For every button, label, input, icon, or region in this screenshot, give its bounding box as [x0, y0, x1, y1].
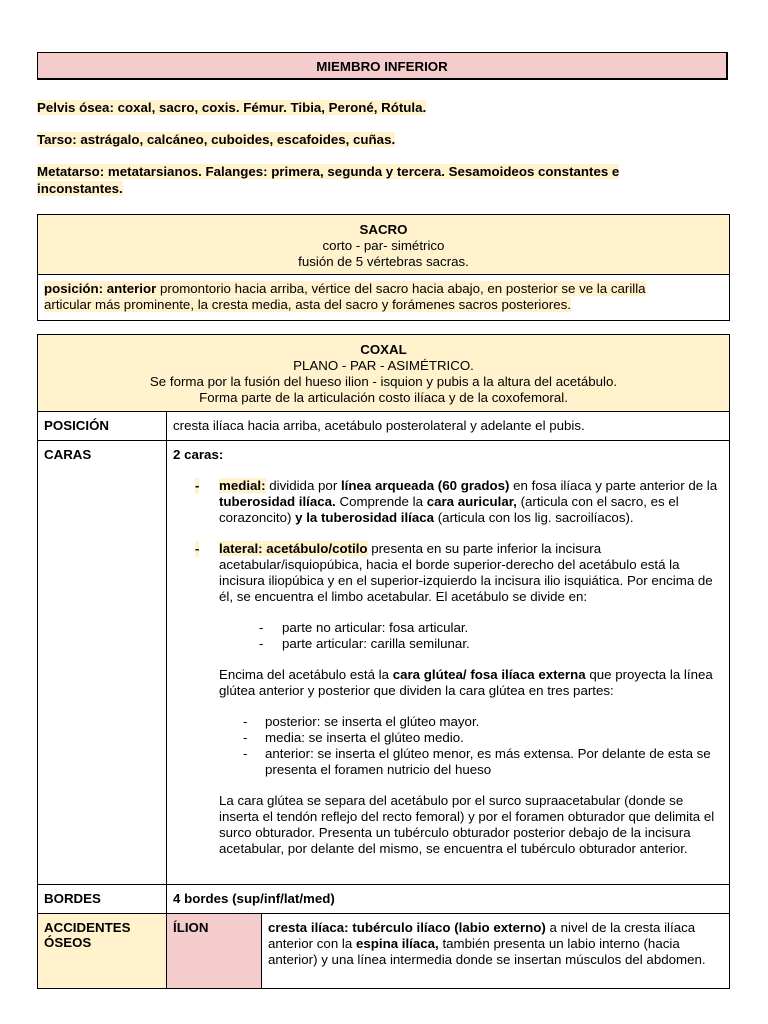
- coxal-title: COXAL: [360, 342, 407, 357]
- coxal-line-3: Forma parte de la articulación costo ilíaca y de la coxofemoral.: [199, 390, 568, 405]
- caras-list: [173, 478, 723, 605]
- list-item: - anterior: se inserta el glúteo menor, es más extensa. Por delante de esta se presenta el foramen nutricio del hueso: [243, 746, 711, 777]
- bordes-text: 4 bordes (sup/inf/lat/med): [167, 885, 730, 914]
- ilion-label: ÍLION: [167, 914, 262, 989]
- coxal-line-1: PLANO - PAR - ASIMÉTRICO.: [293, 358, 474, 373]
- caras-content: [167, 441, 730, 885]
- intro-pelvis: Pelvis ósea: coxal, sacro, coxis. Fémur. Tibia, Peroné, Rótula.: [37, 100, 427, 115]
- sacro-posicion: posición: anterior promontorio hacia arriba, vértice del sacro hacia abajo, en posterior se ve la carilla articular más prominente, la cresta media, asta del sacro y forámenes sacros posteriores.: [38, 275, 730, 321]
- sacro-subtitle-2: fusión de 5 vértebras sacras.: [298, 254, 469, 269]
- sacro-title: SACRO: [359, 222, 408, 237]
- intro-tarso: Tarso: astrágalo, calcáneo, cuboides, escafoides, cuñas.: [37, 132, 396, 147]
- list-item: - parte articular: carilla semilunar.: [259, 636, 470, 651]
- coxal-line-2: Se forma por la fusión del hueso ilion - isquion y pubis a la altura del acetábulo.: [149, 374, 618, 389]
- posicion-label: POSICIÓN: [38, 412, 167, 441]
- caras-count: 2 caras:: [173, 447, 224, 462]
- sacro-subtitle-1: corto - par- simétrico: [322, 238, 445, 253]
- list-item: - posterior: se inserta el glúteo mayor.: [243, 714, 480, 729]
- cara-lateral: - lateral: acetábulo/cotilo presenta en su parte inferior la incisura acetabular/isquiopúbica, hacia el borde superior-derecho del acetábulo está la incisura iliopúbica y en el superior-izquierdo la incisura ilio isquiática. Por encima de él, se encuentra el limbo acetabular. El acetábulo se divide en:: [195, 541, 713, 604]
- sacro-table: [37, 214, 730, 321]
- surco-text: La cara glútea se separa del acetábulo por el surco supraacetabular (donde se inserta el tendón reflejo del recto femoral) y por el foramen obturador que delimita el surco obturador. Presenta un tubérculo obturador posterior debajo de la incisura acetabular, por delante del mismo, se encuentra el tubérculo obturador anterior.: [219, 793, 715, 856]
- cara-glutea: Encima del acetábulo está la cara glútea/ fosa ilíaca externa que proyecta la línea glútea anterior y posterior que dividen la cara glútea en tres partes:: [219, 667, 713, 698]
- posicion-text: cresta ilíaca hacia arriba, acetábulo posterolateral y adelante el pubis.: [167, 412, 730, 441]
- page-title: MIEMBRO INFERIOR: [37, 52, 728, 80]
- coxal-table: [37, 334, 730, 989]
- ilion-text: cresta ilíaca: tubérculo ilíaco (labio externo) a nivel de la cresta ilíaca anterior con la espina ilíaca, también presenta un labio interno (hacia anterior) y una línea intermedia donde se insertan músculos del abdomen.: [262, 914, 730, 989]
- sacro-header: [38, 215, 730, 275]
- caras-label: CARAS: [38, 441, 167, 885]
- list-item: - media: se inserta el glúteo medio.: [243, 730, 464, 745]
- accidentes-label: ACCIDENTES ÓSEOS: [38, 914, 167, 989]
- bordes-label: BORDES: [38, 885, 167, 914]
- list-item: - parte no articular: fosa articular.: [259, 620, 469, 635]
- acetabulo-parts: [173, 620, 723, 652]
- intro-metatarso: Metatarso: metatarsianos. Falanges: primera, segunda y tercera. Sesamoideos constantes e inconstantes.: [37, 164, 620, 196]
- glutea-parts: [173, 714, 723, 778]
- coxal-header: [38, 335, 730, 412]
- cara-medial: - medial: dividida por línea arqueada (60 grados) en fosa ilíaca y parte anterior de la tuberosidad ilíaca. Comprende la cara auricular, (articula con el sacro, es el corazoncito) y la tuberosidad ilíaca (articula con los lig. sacroilíacos).: [195, 478, 718, 525]
